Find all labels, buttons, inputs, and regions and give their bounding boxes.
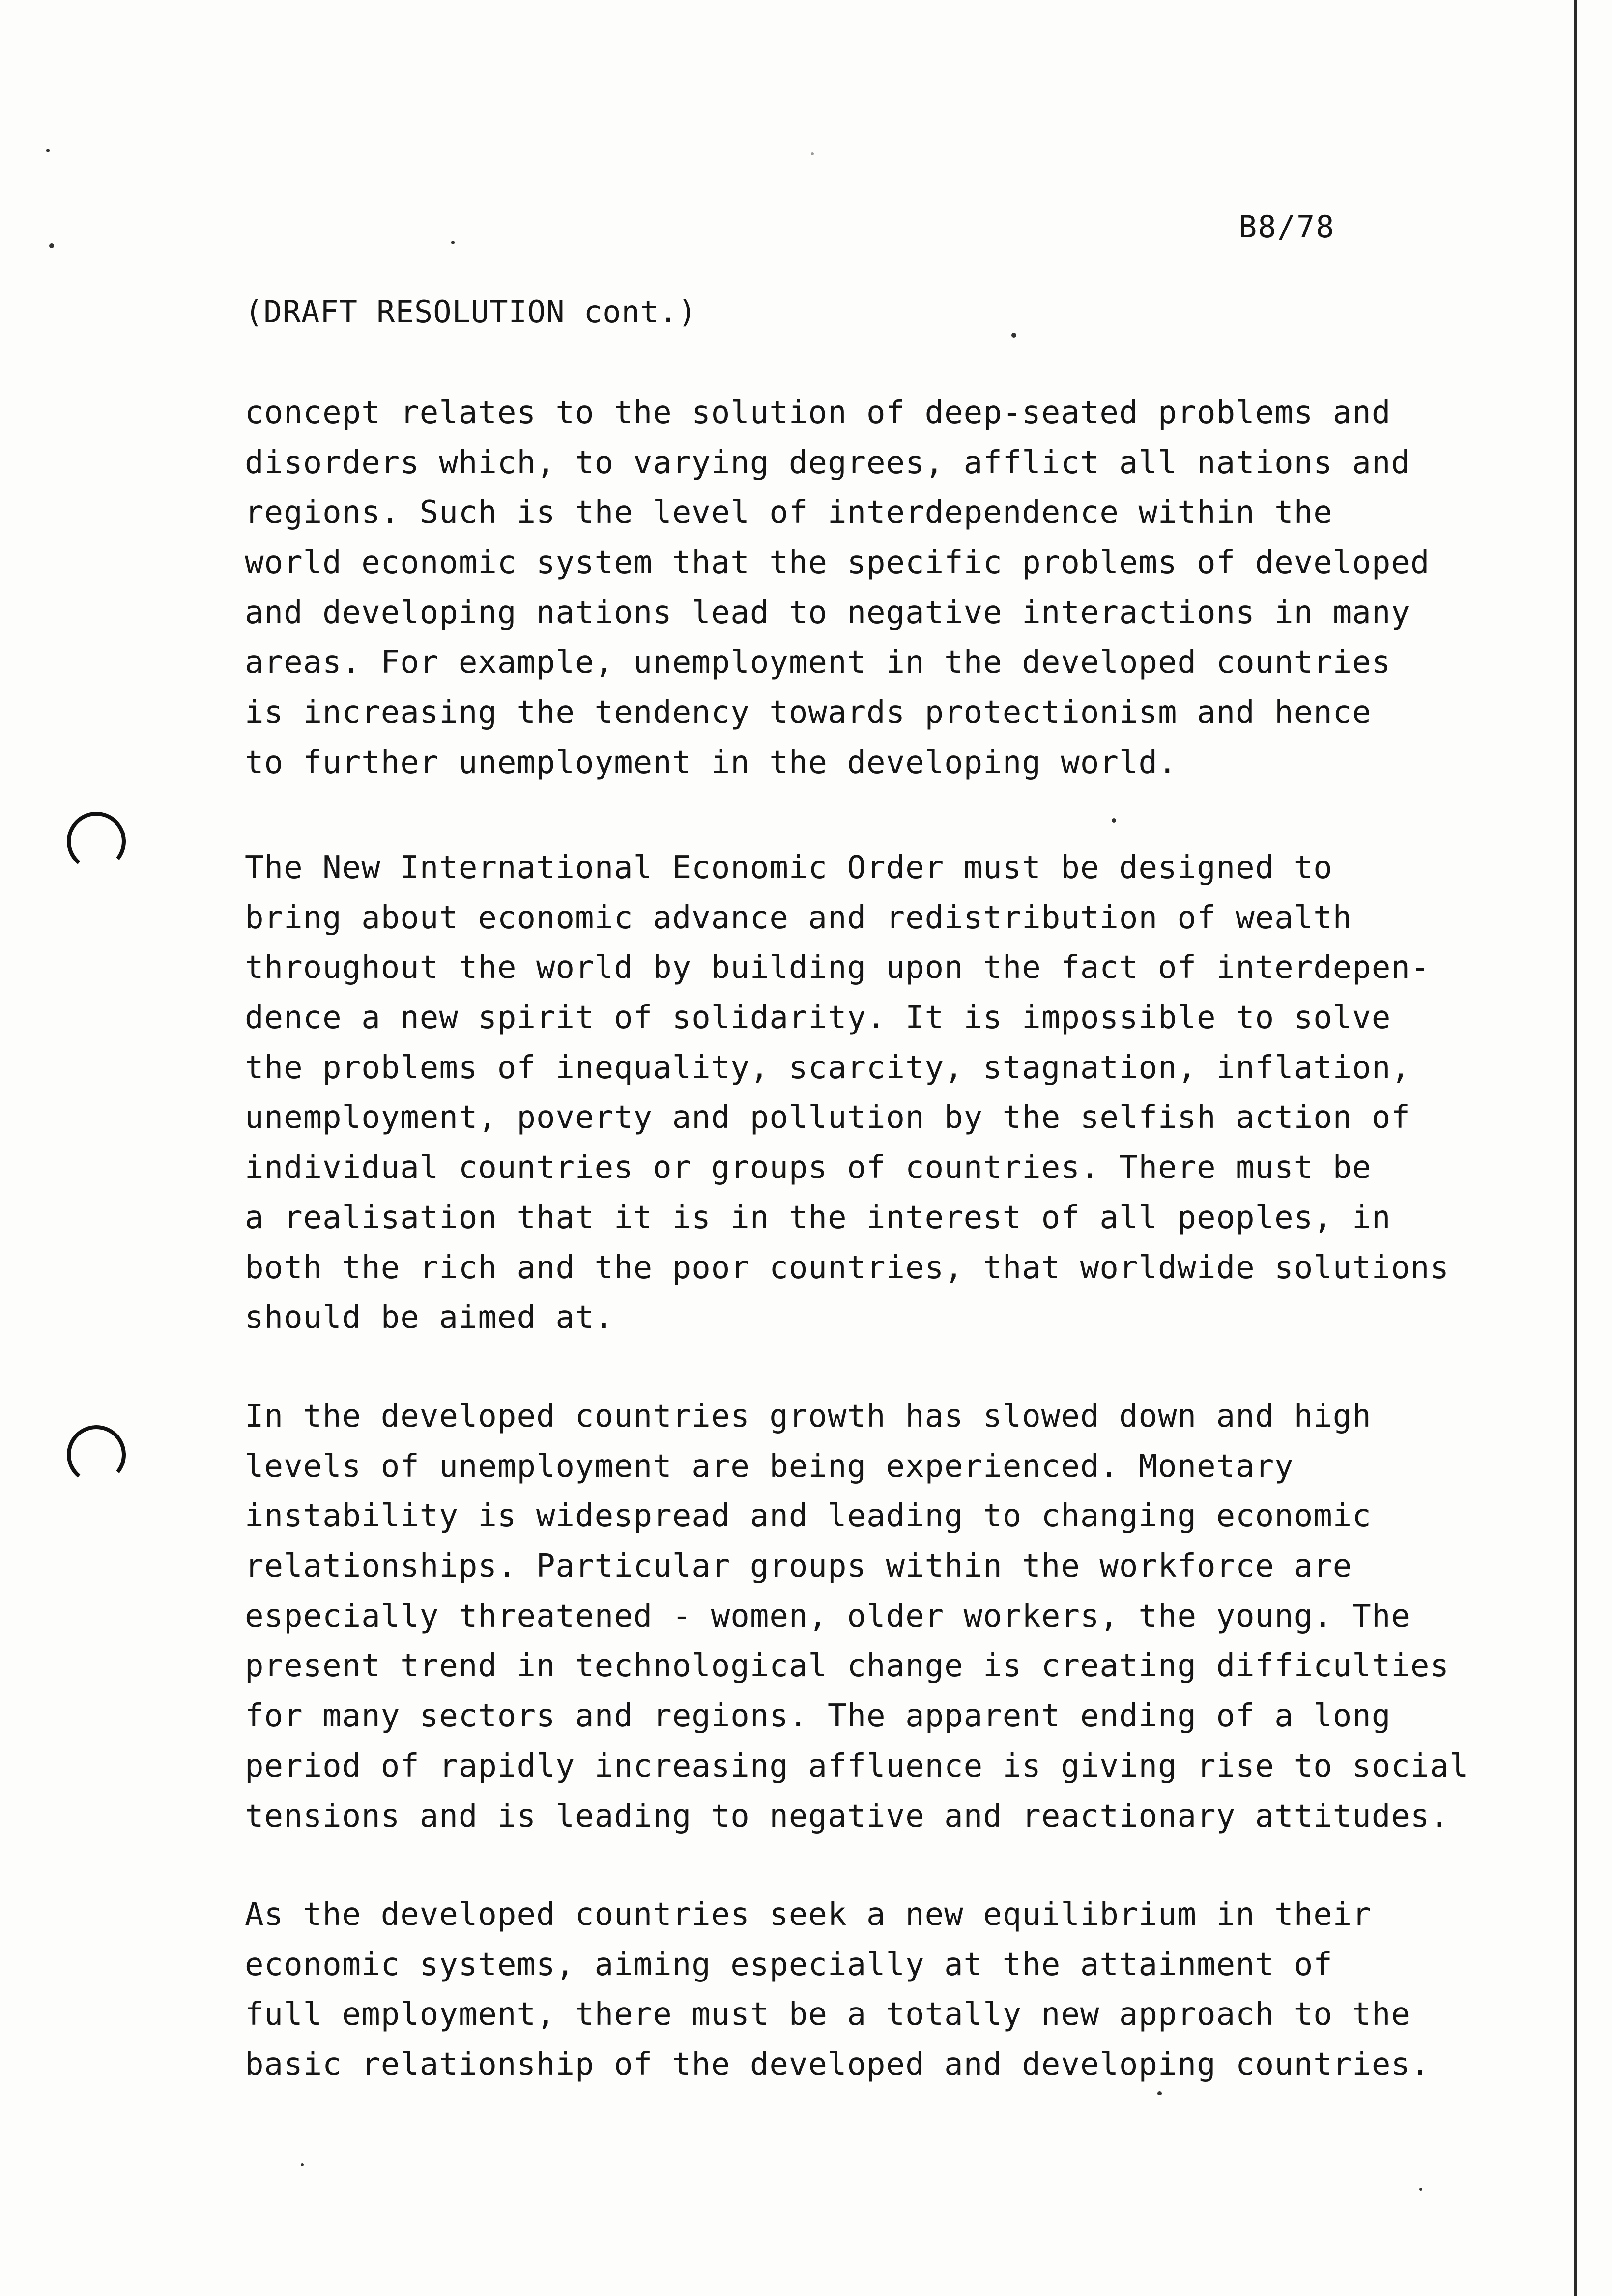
text-line: present trend in technological change is creating difficulties bbox=[245, 1648, 1449, 1685]
text-line: levels of unemployment are being experienced. Monetary bbox=[245, 1448, 1294, 1485]
text-line: the problems of inequality, scarcity, stagnation, inflation, bbox=[245, 1049, 1410, 1086]
text-line: relationships. Particular groups within the workforce are bbox=[245, 1548, 1353, 1585]
scan-speck bbox=[49, 243, 54, 248]
paragraph-3 bbox=[245, 1392, 1523, 1841]
text-line: unemployment, poverty and pollution by the selfish action of bbox=[245, 1099, 1410, 1136]
text-line: to further unemployment in the developing world. bbox=[245, 744, 1178, 781]
text-line: tensions and is leading to negative and reactionary attitudes. bbox=[245, 1798, 1449, 1835]
text-line: regions. Such is the level of interdependence within the bbox=[245, 494, 1333, 531]
document-reference: B8/78 bbox=[1238, 209, 1335, 245]
text-line: world economic system that the specific problems of developed bbox=[245, 545, 1430, 581]
text-line: bring about economic advance and redistribution of wealth bbox=[245, 899, 1353, 936]
text-line: areas. For example, unemployment in the developed countries bbox=[245, 644, 1391, 681]
text-line: individual countries or groups of countries. There must be bbox=[245, 1149, 1372, 1186]
punch-hole-mark bbox=[64, 809, 129, 874]
scan-speck bbox=[1157, 2091, 1162, 2095]
scan-speck bbox=[811, 152, 814, 155]
text-line: concept relates to the solution of deep-seated problems and bbox=[245, 395, 1391, 431]
text-line: basic relationship of the developed and developing countries. bbox=[245, 2046, 1430, 2083]
section-heading: (DRAFT RESOLUTION cont.) bbox=[245, 294, 697, 330]
text-line: is increasing the tendency towards protectionism and hence bbox=[245, 694, 1372, 731]
text-line: As the developed countries seek a new equilibrium in their bbox=[245, 1896, 1372, 1933]
scan-speck bbox=[1419, 2188, 1422, 2191]
text-line: and developing nations lead to negative interactions in many bbox=[245, 594, 1410, 631]
text-line: The New International Economic Order must be designed to bbox=[245, 850, 1333, 886]
scan-speck bbox=[1011, 333, 1016, 338]
scan-speck bbox=[1112, 818, 1116, 823]
text-line: instability is widespread and leading to changing economic bbox=[245, 1498, 1372, 1535]
punch-hole-mark bbox=[64, 1422, 129, 1487]
text-line: both the rich and the poor countries, that worldwide solutions bbox=[245, 1249, 1449, 1286]
text-line: especially threatened - women, older workers, the young. The bbox=[245, 1598, 1410, 1635]
text-line: In the developed countries growth has slowed down and high bbox=[245, 1398, 1372, 1435]
page-edge-line bbox=[1574, 0, 1577, 2296]
paragraph-4 bbox=[245, 1890, 1523, 2090]
text-line: full employment, there must be a totally new approach to the bbox=[245, 1996, 1410, 2033]
text-line: for many sectors and regions. The apparent ending of a long bbox=[245, 1698, 1391, 1735]
paragraph-2 bbox=[245, 843, 1523, 1343]
text-line: a realisation that it is in the interest of all peoples, in bbox=[245, 1199, 1391, 1236]
text-line: period of rapidly increasing affluence is giving rise to social bbox=[245, 1748, 1469, 1784]
scan-speck bbox=[46, 149, 50, 152]
text-line: should be aimed at. bbox=[245, 1299, 614, 1336]
text-line: economic systems, aiming especially at the attainment of bbox=[245, 1946, 1333, 1983]
scan-speck bbox=[451, 241, 455, 244]
scan-speck bbox=[301, 2163, 304, 2166]
text-line: throughout the world by building upon the fact of interdepen- bbox=[245, 949, 1430, 986]
paragraph-1 bbox=[245, 388, 1523, 788]
text-line: dence a new spirit of solidarity. It is impossible to solve bbox=[245, 1000, 1391, 1036]
text-line: disorders which, to varying degrees, afflict all nations and bbox=[245, 444, 1410, 481]
